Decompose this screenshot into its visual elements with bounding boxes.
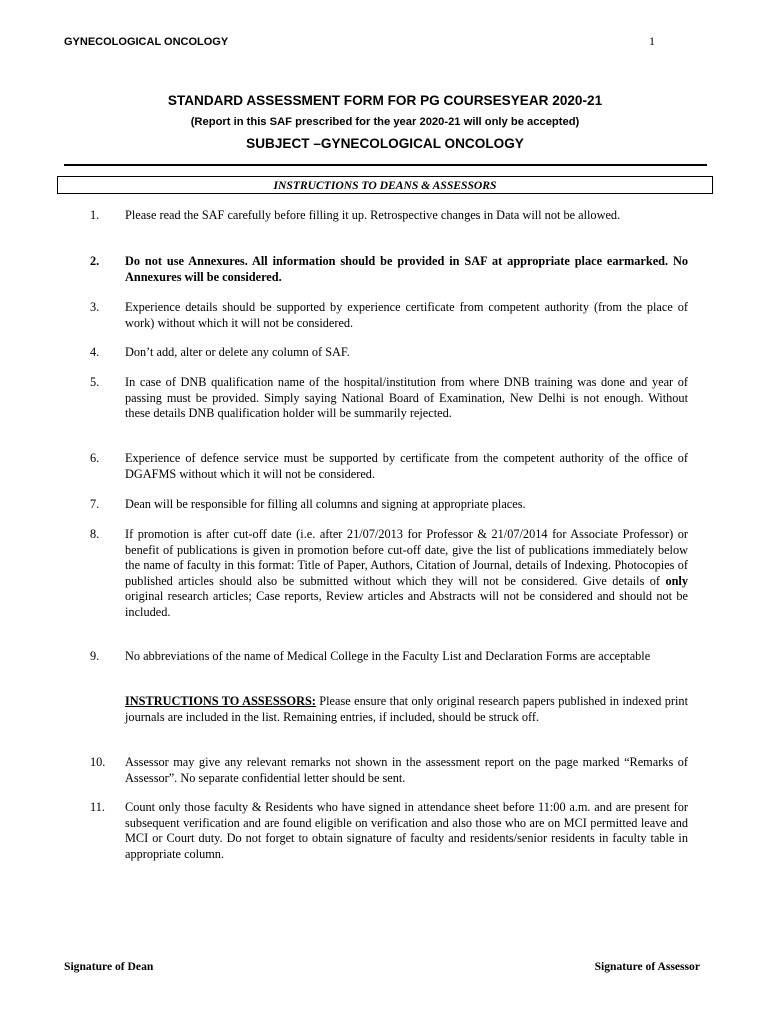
item-text: Dean will be responsible for filling all columns and signing at appropriate places. bbox=[125, 497, 526, 511]
signature-dean-label: Signature of Dean bbox=[64, 960, 154, 973]
list-item bbox=[90, 208, 688, 224]
list-item bbox=[90, 527, 688, 620]
list-item bbox=[90, 497, 688, 513]
instructions-heading-box bbox=[57, 176, 713, 194]
item-number: 4. bbox=[90, 345, 100, 359]
item-number: 8. bbox=[90, 527, 100, 541]
item-text: Please read the SAF carefully before filling it up. Retrospective changes in Data will not be allowed. bbox=[125, 208, 621, 222]
list-item bbox=[90, 451, 688, 482]
item-number: 3. bbox=[90, 300, 100, 314]
running-header: GYNECOLOGICAL ONCOLOGY bbox=[64, 36, 229, 48]
signature-assessor-label: Signature of Assessor bbox=[594, 960, 700, 973]
item-text: Count only those faculty & Residents who have signed in attendance sheet before 11:00 a.m. and are present for subsequent verification and are found eligible on verification and also those who are on MCI permitted leave and MCI or Court duty. Do not forget to obtain signature of faculty and residents/senior residents in faculty table in appropriate column. bbox=[125, 800, 688, 861]
item-text: No abbreviations of the name of Medical College in the Faculty List and Declaration Forms are acceptable bbox=[125, 649, 651, 663]
assessor-instructions bbox=[125, 694, 688, 725]
item-number: 7. bbox=[90, 497, 100, 511]
assessor-instructions-text: Please ensure that only original research papers published in indexed print journals are included in the list. Remaining entries, if included, should be struck off. bbox=[125, 694, 688, 724]
page-title: STANDARD ASSESSMENT FORM FOR PG COURSESYEAR 2020-21 bbox=[167, 93, 603, 108]
list-item bbox=[90, 755, 688, 786]
item-number: 11. bbox=[90, 800, 105, 814]
list-item bbox=[90, 800, 688, 862]
list-item bbox=[90, 300, 688, 331]
item-number: 10. bbox=[90, 755, 106, 769]
item-text: Experience of defence service must be supported by certificate from the competent authority of the office of DGAFMS without which it will not be considered. bbox=[125, 451, 688, 481]
item-text: In case of DNB qualification name of the hospital/institution from where DNB training was done and year of passing must be provided. Simply saying National Board of Examination, New Delhi is not enough. Without these details DNB qualification holder will be summarily rejected. bbox=[125, 375, 688, 420]
list-item bbox=[90, 345, 688, 361]
item-number: 5. bbox=[90, 375, 100, 389]
page-subtitle: (Report in this SAF prescribed for the year 2020-21 will only be accepted) bbox=[190, 116, 580, 128]
item-text: Don’t add, alter or delete any column of SAF. bbox=[125, 345, 350, 359]
list-item bbox=[90, 254, 688, 285]
item-number: 6. bbox=[90, 451, 100, 465]
item-number: 9. bbox=[90, 649, 100, 663]
instructions-heading: INSTRUCTIONS TO DEANS & ASSESSORS bbox=[273, 179, 497, 192]
list-item bbox=[90, 649, 688, 665]
item-number: 2. bbox=[90, 254, 100, 268]
item-text: Experience details should be supported by experience certificate from competent authority (from the place of work) without which it will not be considered. bbox=[125, 300, 688, 330]
item-text: If promotion is after cut-off date (i.e. after 21/07/2013 for Professor & 21/07/2014 for Associate Professor) or benefit of publications is given in promotion before cut-off date, give the list of publications immediately below the name of faculty in this format: Title of Paper, Authors, Citation of Journal, details of Indexing. Photocopies of published articles should also be submitted without which they will not be considered. Give details of only original research articles; Case reports, Review articles and Abstracts will not be considered and should not be included. bbox=[125, 527, 688, 619]
item-text: Do not use Annexures. All information should be provided in SAF at appropriate place earmarked. No Annexures will be considered. bbox=[125, 254, 688, 284]
assessor-instructions-label: INSTRUCTIONS TO ASSESSORS: bbox=[125, 694, 316, 708]
item-number: 1. bbox=[90, 208, 100, 222]
horizontal-divider bbox=[64, 164, 707, 166]
subject-heading: SUBJECT –GYNECOLOGICAL ONCOLOGY bbox=[246, 136, 524, 151]
page-number: 1 bbox=[649, 34, 655, 48]
item-text: Assessor may give any relevant remarks not shown in the assessment report on the page marked “Remarks of Assessor”. No separate confidential letter should be sent. bbox=[125, 755, 688, 785]
list-item bbox=[90, 375, 688, 422]
